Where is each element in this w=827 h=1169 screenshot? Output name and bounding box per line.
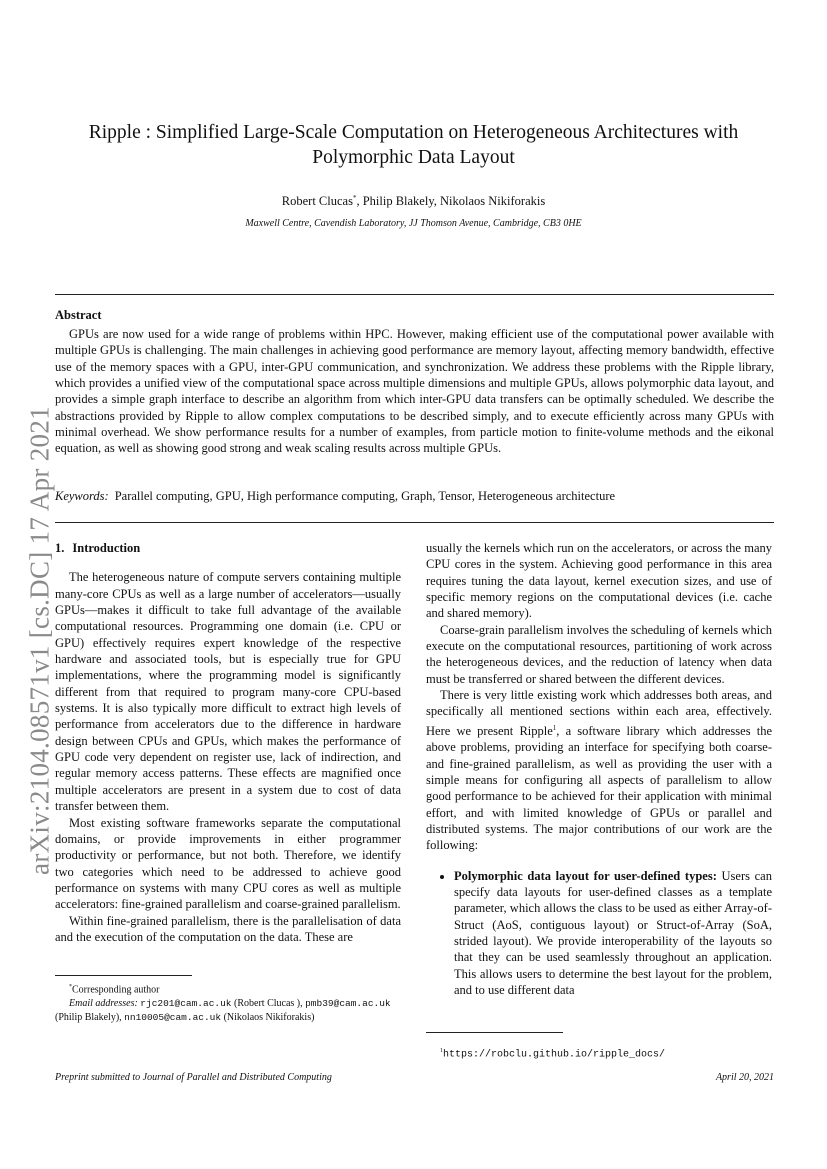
section-number: 1. — [55, 541, 65, 555]
paragraph: Most existing software frameworks separate the computational domains, or provide improvements in either programmer productivity or performance, but not both. Therefore, we identify two categories which need to be addressed to achieve good performance on systems with many CPU cores as well as multiple accelerators: fine-grained parallelism and coarse-grained parallelism. — [55, 815, 401, 912]
paragraph-text: , a software library which addresses the above problems, providing an interface for specifying both coarse- and fine-grained parallelism, as well as providing the user with a simple means for configuring all aspects of parallelism to allow good performance to be achieved for their application with minimal effort, and with limited knowledge of GPUs or parallel and distributed systems. The major contributions of our work are the following: — [426, 723, 772, 853]
email-owner: (Nikolaos Nikiforakis) — [221, 1012, 315, 1024]
title-line-2: Polymorphic Data Layout — [312, 147, 515, 168]
paragraph-text: There is very little existing work which addresses both areas, and specifically all mentioned sections within each area, effectively. Here we present Ripple — [426, 688, 772, 738]
paragraph: usually the kernels which run on the accelerators, or across the many CPU cores in the system. Achieving good performance in this area requires tuning the data layout, kernel execution sizes, and use of specific memory regions on the computational devices (i.e. cache and shared memory). — [426, 541, 772, 621]
email-owner: (Philip Blakely), — [55, 1012, 125, 1024]
divider — [55, 522, 774, 523]
corresponding-mark: * — [352, 194, 357, 202]
left-column — [55, 540, 401, 945]
title-line-1: Ripple : Simplified Large-Scale Computation on Heterogeneous Architectures with — [88, 122, 739, 143]
paragraph: Within fine-grained parallelism, there is the parallelisation of data and the execution of the computation on the data. These are — [55, 913, 401, 944]
email-owner: (Robert Clucas ), — [231, 998, 303, 1010]
arxiv-stamp: arXiv:2104.08571v1 [cs.DC] 17 Apr 2021 — [24, 406, 55, 875]
paragraph — [426, 687, 772, 854]
corresponding-author-note: Corresponding author — [72, 984, 160, 996]
email-link[interactable]: rjc201@cam.ac.uk — [140, 998, 232, 1010]
email-link[interactable]: pmb39@cam.ac.uk — [305, 998, 391, 1010]
footnotes-left — [55, 980, 401, 1025]
other-authors: , Philip Blakely, Nikolaos Nikiforakis — [356, 194, 546, 209]
section-title: Introduction — [72, 541, 141, 555]
email-link[interactable]: nn10005@cam.ac.uk — [124, 1012, 222, 1024]
footnote-mark: * — [69, 984, 72, 990]
email-label: Email addresses: — [69, 998, 138, 1010]
keywords-label: Keywords: — [55, 489, 109, 503]
footnote-divider — [426, 1032, 563, 1033]
affiliation: Maxwell Centre, Cavendish Laboratory, JJ Thomson Avenue, Cambridge, CB3 0HE — [245, 218, 582, 229]
keywords — [55, 489, 615, 504]
footnote-right — [440, 1044, 665, 1062]
footnote-mark: 1 — [440, 1048, 443, 1054]
footer-date: April 20, 2021 — [715, 1072, 774, 1083]
section-heading — [55, 540, 401, 556]
paragraph: Coarse-grain parallelism involves the scheduling of kernels which execute on the computational resources, partitioning of work across the heterogeneous devices, and the reduction of latency when data must be transferred or shared between the different devices. — [426, 622, 772, 686]
abstract-heading: Abstract — [55, 308, 102, 322]
bullet-title: Polymorphic data layout for user-defined types: — [454, 868, 717, 883]
keywords-text: Parallel computing, GPU, High performance computing, Graph, Tensor, Heterogeneous architecture — [114, 489, 616, 503]
divider — [55, 294, 774, 295]
footer-journal: Preprint submitted to Journal of Parallel and Distributed Computing — [55, 1072, 332, 1083]
paper-title — [60, 120, 767, 170]
author-1: Robert Clucas — [281, 194, 353, 209]
footnote-divider — [55, 975, 192, 976]
paragraph: The heterogeneous nature of compute servers containing multiple many-core CPUs as well as a large number of accelerators—usually GPUs—makes it difficult to take full advantage of the available computational resources. Programming one domain (i.e. CPU or GPU) effectively requires expert knowledge of the respective hardware and associated tools, but is especially true for GPU implementations, where the programming model is significantly different from that required to program many-core CPU-based systems. It is also typically more difficult to extract high levels of performance from accelerators due to the difference in hardware design between CPUs and GPUs, which makes the performance of GPU code very dependent on register use, lack of indirection, and regular memory access patterns. These effects are magnified once multiple accelerators are present in a system due to cost of data transfer between them. — [55, 570, 401, 814]
list-item — [454, 868, 772, 999]
docs-link[interactable]: https://robclu.github.io/ripple_docs/ — [443, 1049, 666, 1061]
contributions-list — [426, 868, 772, 999]
abstract-text: GPUs are now used for a wide range of problems within HPC. However, making efficient use of the computational power available with multiple GPUs is challenging. The main challenges in achieving good performance are memory layout, affecting memory bandwidth, effective use of the memory spaces with a GPU, inter-GPU communication, and synchronization. We address these problems with the Ripple library, which provides a unified view of the computational space across multiple dimensions and multiple GPUs, allows polymorphic data layout, and provides a simple graph interface to describe an algorithm from which inter-GPU data transfers can be optimally scheduled. We describe the abstractions provided by Ripple to allow complex computations to be described simply, and to execute efficiently across many GPUs with minimal overhead. We show performance results for a number of examples, from particle motion to finite-volume methods and the eikonal equation, as well as showing good strong and weak scaling results across multiple GPUs. — [55, 327, 774, 456]
right-column — [426, 540, 772, 998]
footnote-ref[interactable]: 1 — [552, 723, 557, 732]
authors — [60, 194, 767, 209]
bullet-text: Users can specify data layouts for user-defined classes as a template parameter, which allows the class to be used as either Array-of-Struct (AoS, contiguous layout) or Struct-of-Array (SoA, strided layout). We provide interoperability of the layouts so that they can be used seamlessly throughout an application. This allows users to determine the best layout for the problem, and to use different data — [454, 868, 772, 998]
